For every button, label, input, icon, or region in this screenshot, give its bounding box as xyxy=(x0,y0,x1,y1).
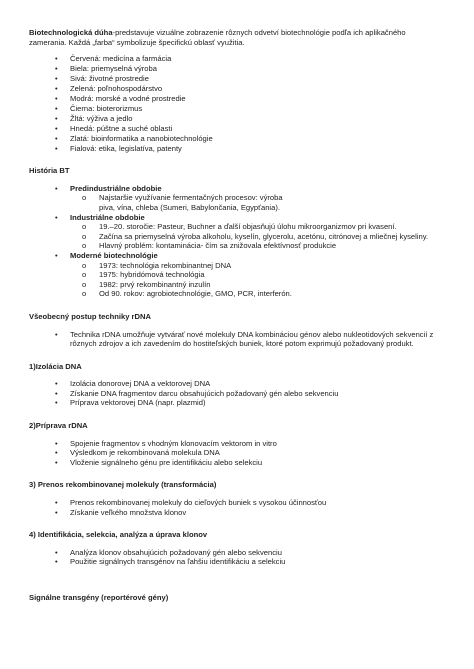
history-list xyxy=(29,184,444,299)
step-heading: 2)Príprava rDNA xyxy=(29,421,88,431)
list-item: o Hlavný problém: kontaminácia- čím sa znižovala efektívnosť produkcie xyxy=(29,241,444,251)
section-heading-signal-transgenes: Signálne transgény (reportérové gény) xyxy=(29,593,169,602)
history-period xyxy=(29,184,444,213)
section-step-4 xyxy=(29,530,444,567)
list-item: • Analýza klonov obsahujúcich požadovaný gén alebo sekvenciu xyxy=(29,548,444,558)
color-list xyxy=(29,54,444,154)
step-list xyxy=(29,439,444,468)
step-list xyxy=(29,498,444,517)
list-item: • Technika rDNA umožňuje vytvárať nové molekuly DNA kombináciou génov alebo nukleotidových sekvencií z rôznych zdrojov a ich zavedením do hostiteľských buniek, ktoré potom exprimujú požadovaný produkt. xyxy=(29,330,444,349)
list-item: • Žltá: výživa a jedlo xyxy=(29,114,444,124)
period-items xyxy=(70,261,444,299)
section-heading-general: Všeobecný postup techniky rDNA xyxy=(29,311,151,321)
list-item: • Fialová: etika, legislatíva, patenty xyxy=(29,144,444,154)
history-period xyxy=(29,213,444,251)
list-item: • Vloženie signálneho génu pre identifikáciu alebo selekciu xyxy=(29,458,444,468)
period-title: Moderné biotechnológie xyxy=(70,250,158,260)
step-list xyxy=(29,548,444,567)
list-item: • Výsledkom je rekombinovaná molekula DNA xyxy=(29,448,444,458)
list-item: o Od 90. rokov: agrobiotechnológie, GMO, PCR, interferón. xyxy=(29,289,444,299)
step-list xyxy=(29,379,444,408)
intro-bold-term: Biotechnologická dúha xyxy=(29,28,113,37)
section-step-3 xyxy=(29,480,444,517)
section-heading-history: História BT xyxy=(29,166,70,176)
list-item: o 1973: technológia rekombinantnej DNA xyxy=(29,261,444,271)
list-item: o Začína sa priemyselná výroba alkoholu, kyselín, glycerolu, acetónu, citrónovej a mliečnej kyseliny. xyxy=(29,232,444,242)
step-heading: 3) Prenos rekombinovanej molekuly (transformácia) xyxy=(29,480,217,490)
step-heading: 1)Izolácia DNA xyxy=(29,361,82,371)
list-item: • Použitie signálnych transgénov na ľahšiu identifikáciu a selekciu xyxy=(29,557,444,567)
list-item: o 1975: hybridómová technológia xyxy=(29,270,444,280)
list-item: • Izolácia donorovej DNA a vektorovej DNA xyxy=(29,379,444,389)
section-step-1 xyxy=(29,362,444,408)
period-title: Predindustriálne obdobie xyxy=(70,183,162,193)
list-item: • Biela: priemyselná výroba xyxy=(29,64,444,74)
list-item: o Najstaršie využívanie fermentačných procesov: výroba piva, vína, chleba (Sumeri, Babylončania, Egypťania). xyxy=(29,193,444,212)
list-item: • Modrá: morské a vodné prostredie xyxy=(29,94,444,104)
section-general xyxy=(29,312,444,349)
list-item: o 19.–20. storočie: Pasteur, Buchner a ďalší objasňujú úlohu mikroorganizmov pri kvasení. xyxy=(29,222,444,232)
list-item: • Zlatá: bioinformatika a nanobiotechnológie xyxy=(29,134,444,144)
list-item: • Príprava vektorovej DNA (napr. plazmid) xyxy=(29,398,444,408)
section-step-2 xyxy=(29,421,444,467)
list-item: • Spojenie fragmentov s vhodným klonovacím vektorom in vitro xyxy=(29,439,444,449)
period-title: Industriálne obdobie xyxy=(70,212,145,222)
intro-paragraph xyxy=(29,28,444,47)
list-item: • Získanie DNA fragmentov darcu obsahujúcich požadovaný gén alebo sekvenciu xyxy=(29,389,444,399)
list-item: • Červená: medicína a farmácia xyxy=(29,54,444,64)
step-heading: 4) Identifikácia, selekcia, analýza a úprava klonov xyxy=(29,530,208,540)
period-items xyxy=(70,222,444,251)
history-period xyxy=(29,251,444,299)
list-item: • Získanie veľkého množstva klonov xyxy=(29,508,444,518)
list-item: • Zelená: poľnohospodárstvo xyxy=(29,84,444,94)
list-item: • Hnedá: púštne a suché oblasti xyxy=(29,124,444,134)
intro-text: -predstavuje vizuálne zobrazenie rôznych odvetví biotechnológie podľa ich aplikačného zamerania. Každá „farba“ symbolizuje špecifickú oblasť využitia. xyxy=(29,28,406,47)
list-item: • Prenos rekombinovanej molekuly do cieľových buniek s vysokou účinnosťou xyxy=(29,498,444,508)
list-item: o 1982: prvý rekombinantný inzulín xyxy=(29,280,444,290)
general-list xyxy=(29,330,444,349)
list-item: • Sivá: životné prostredie xyxy=(29,74,444,84)
list-item: • Čierna: bioterorizmus xyxy=(29,104,444,114)
period-items xyxy=(70,193,444,212)
